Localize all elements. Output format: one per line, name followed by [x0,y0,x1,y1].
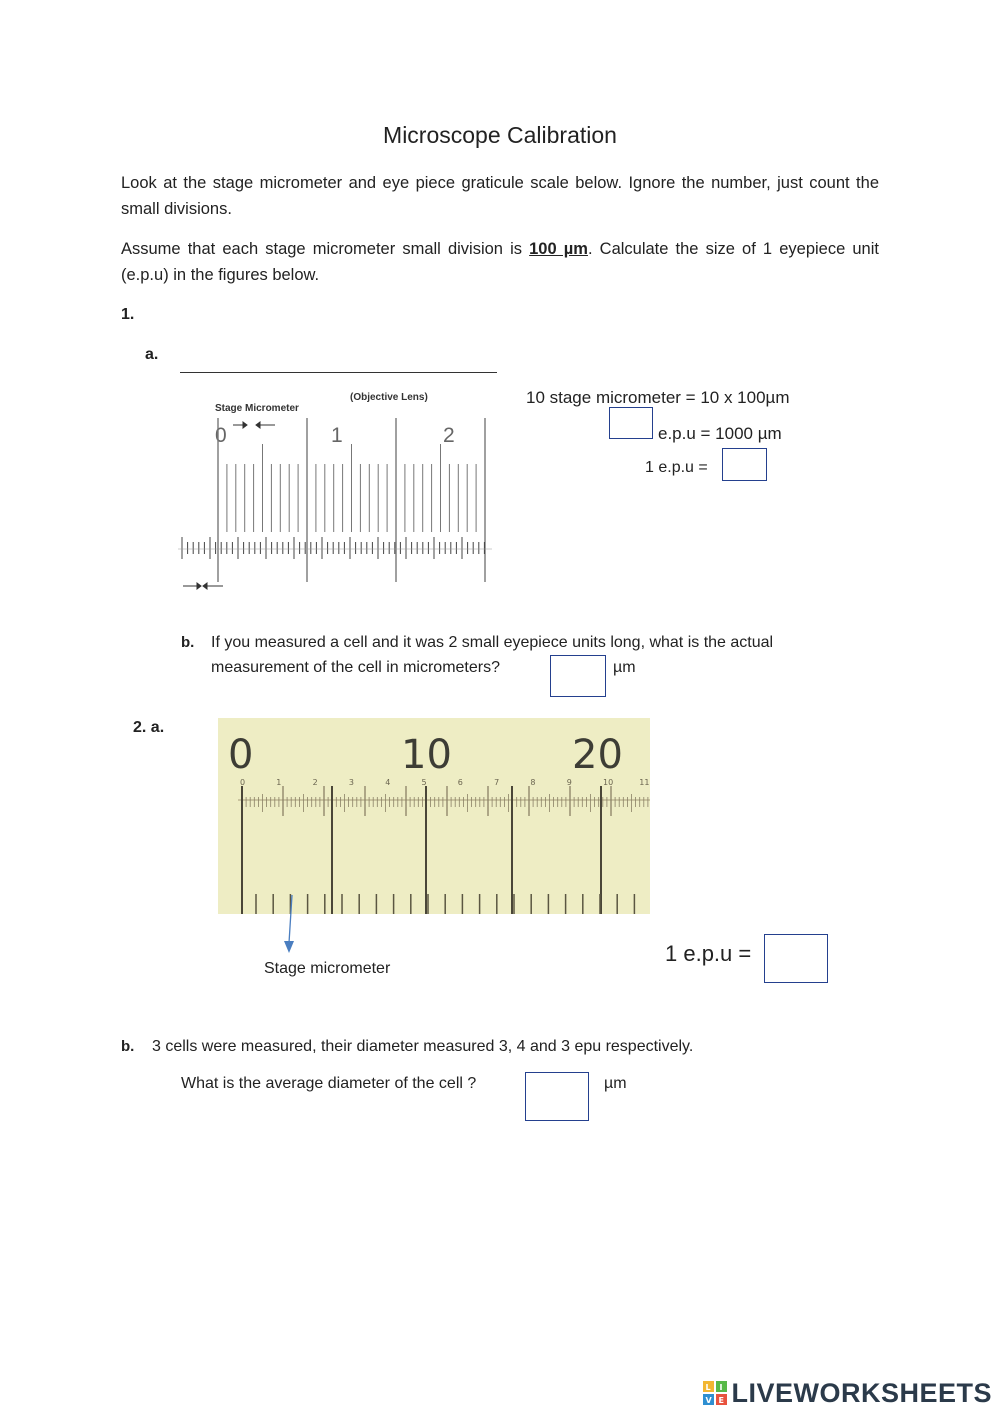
q1b-line-1: If you measured a cell and it was 2 small eyepiece units long, what is the actual [211,634,774,651]
q2b-question: What is the average diameter of the cell ? [181,1075,477,1092]
intro-text-start: Assume that each stage micrometer small division is [121,240,530,258]
question-2a-label: 2. a. [133,719,165,736]
fig1-number-1: 1 [331,424,343,447]
logo-letter-e: E [718,1396,725,1405]
fig1-objective-label: (Objective Lens) [350,392,428,403]
fig1-number-2: 2 [443,424,455,447]
intro-paragraph-1: Look at the stage micrometer and eye piece graticule scale below. Ignore the number, just count the small divisions. [121,174,879,218]
brand-name: LIVEWORKSHEETS [731,1377,992,1408]
fig2-small-number: 6 [457,778,463,787]
fig2-small-number: 8 [530,778,536,787]
fig2-small-number: 10 [603,778,614,787]
fig2-big-number-0: 0 [228,732,254,778]
answer-line [180,372,497,373]
page-title: Microscope Calibration [383,122,617,148]
fig1-division-arrows [183,422,275,589]
q1a-line-1: 10 stage micrometer = 10 x 100µm [526,388,790,407]
figure-2-micrometer-photo [218,718,650,914]
liveworksheets-logo [703,1378,992,1408]
q2a-epu-label: 1 e.p.u = [665,941,752,966]
fig2-small-number: 7 [494,778,500,787]
liveworksheets-logo-icon [703,1381,727,1405]
fig2-small-number: 3 [348,778,354,787]
fig2-small-number: 9 [566,778,572,787]
fig2-big-number-10: 10 [401,732,452,778]
question-1b-label: b. [181,634,195,651]
fig2-small-number: 4 [385,778,391,787]
question-1a-label: a. [145,346,159,363]
figure-1-graticule [175,382,495,592]
question-1-number: 1. [121,306,135,323]
fig1-number-0: 0 [215,424,227,447]
fig2-small-number: 5 [421,778,427,787]
logo-letter-v: V [705,1396,713,1405]
q1b-line-2: measurement of the cell in micrometers? [211,659,500,676]
answer-box-cell-size[interactable] [550,655,606,697]
q1b-unit: µm [613,659,636,676]
logo-letter-l: L [705,1383,712,1392]
intro-paragraph-2 [121,236,879,288]
answer-box-average-diameter[interactable] [525,1072,589,1121]
q1a-line-3: 1 e.p.u = [645,459,708,476]
fig1-stage-label: Stage Micrometer [215,403,299,414]
q2b-text: 3 cells were measured, their diameter measured 3, 4 and 3 epu respectively. [152,1038,694,1055]
fig2-big-number-20: 20 [572,732,623,778]
fig2-small-number: 0 [240,778,246,787]
stage-micrometer-label: Stage micrometer [264,960,391,977]
q2b-unit: µm [604,1075,627,1092]
answer-box-stage-divisions[interactable] [609,407,653,439]
micrometer-division-value: 100 µm [529,240,588,258]
logo-letter-i: I [719,1383,723,1392]
answer-box-epu-1[interactable] [722,448,767,481]
fig2-small-number: 2 [312,778,318,787]
question-2b-label: b. [121,1038,135,1055]
fig2-small-number: 11 [639,778,650,787]
answer-box-epu-2[interactable] [764,934,828,983]
intro-text-end: . Calculate the size of 1 eyepiece unit (e.p.u) in the figures below. [121,240,879,284]
fig2-small-number: 1 [276,778,282,787]
q1a-line-2: e.p.u = 1000 µm [658,424,782,443]
stage-micrometer-arrow-icon [280,893,300,955]
